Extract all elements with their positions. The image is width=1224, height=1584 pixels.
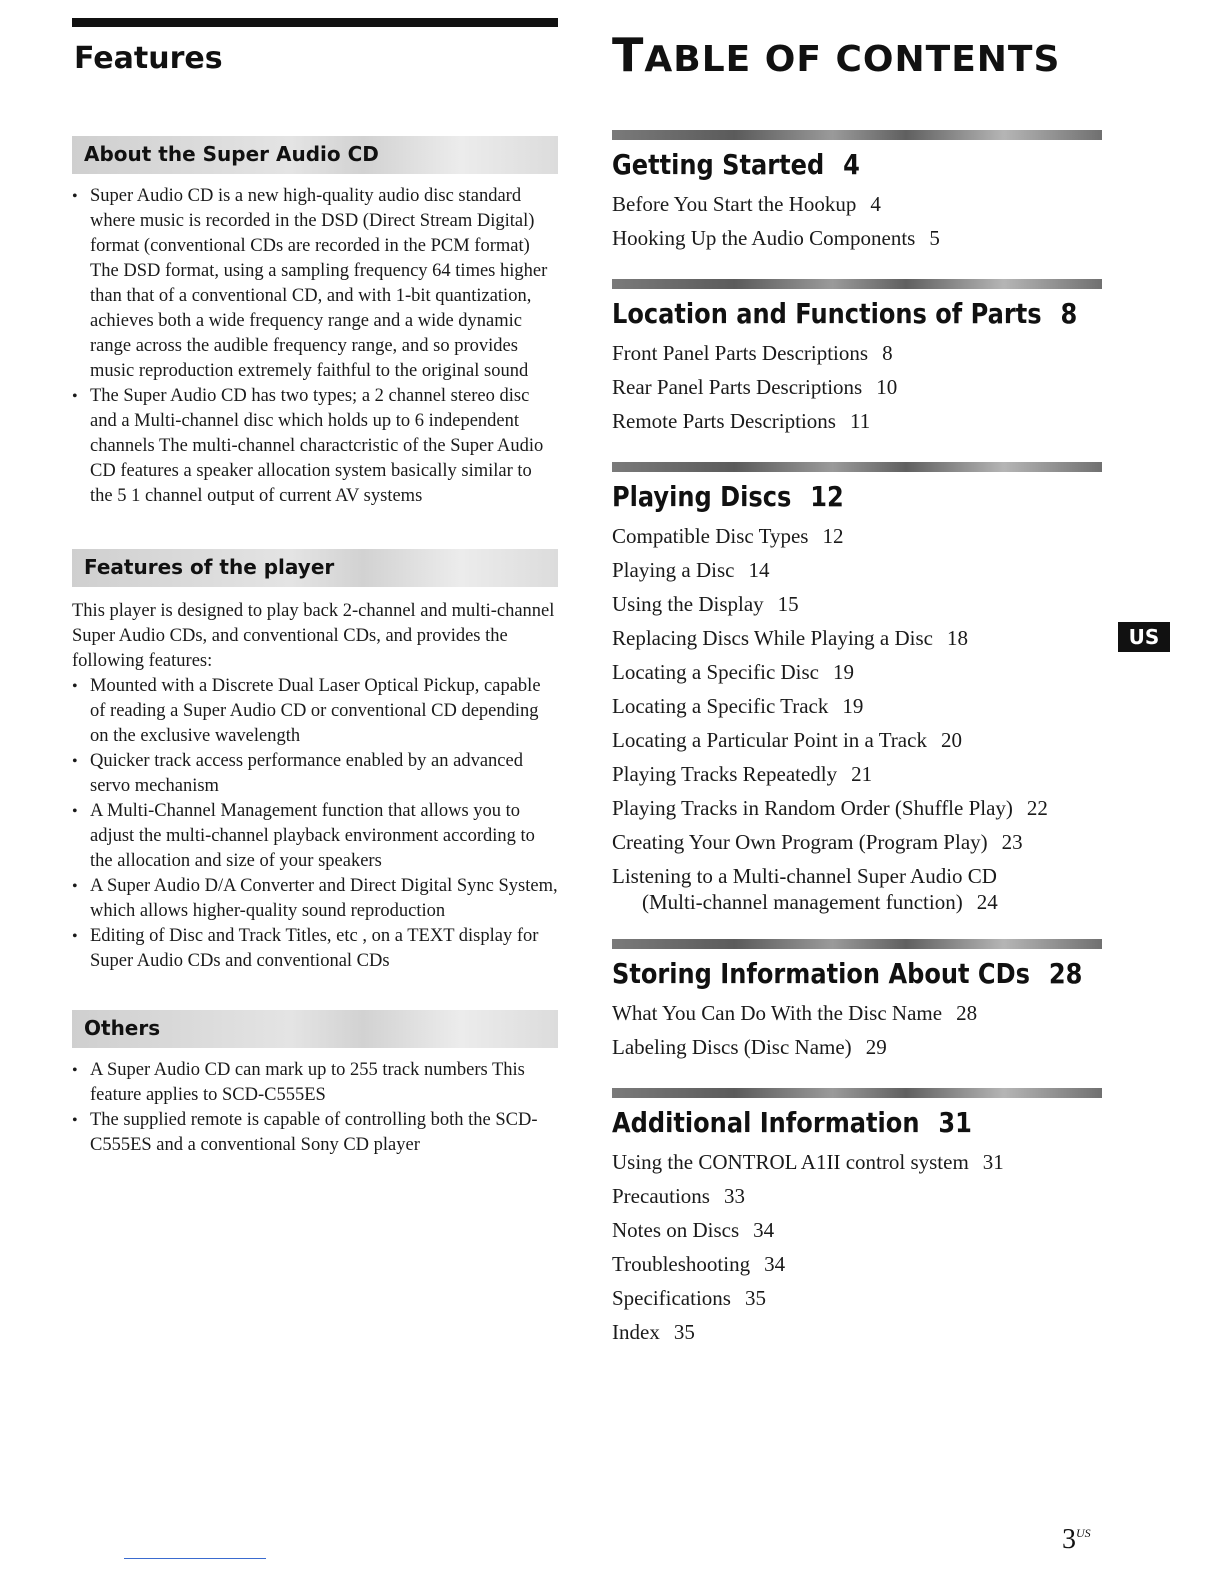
toc-title: TABLE OF CONTENTS bbox=[612, 28, 1061, 82]
toc-entry[interactable]: Before You Start the Hookup 4 bbox=[612, 192, 881, 216]
list-item: • Super Audio CD is a new high-quality audio disc standard where music is recorded in the DSD (Direct Stream Digital) format (conventional CDs are recorded in the PCM format) The DSD format, using a sampling frequency 64 times higher than that of a conventional CD, and with 1-bit quantization, achieves both a wide frequency range and a wide dynamic range across the audible frequency range, and so provides music reproduction extremely faithful to the original sound bbox=[72, 184, 558, 384]
region-tab-badge: US bbox=[1118, 622, 1170, 652]
section-intro: This player is designed to play back 2-channel and multi-channel Super Audio CDs, and conventional CDs, and provides the following features: bbox=[72, 601, 555, 671]
toc-entry-list bbox=[612, 996, 1102, 1064]
toc-entry-list bbox=[612, 519, 1102, 915]
toc-divider-bar bbox=[612, 279, 1102, 289]
footer-link-line bbox=[124, 1558, 266, 1559]
toc-entry[interactable]: Troubleshooting 34 bbox=[612, 1252, 786, 1276]
toc-entry-list bbox=[612, 187, 1102, 255]
section-heading: Others bbox=[84, 1016, 161, 1040]
toc-section-heading: Getting Started 4 bbox=[612, 148, 860, 181]
toc-entry[interactable]: Precautions 33 bbox=[612, 1184, 745, 1208]
list-item: • Editing of Disc and Track Titles, etc , on a TEXT display for Super Audio CDs and conventional CDs bbox=[72, 924, 558, 974]
toc-entry[interactable]: Notes on Discs 34 bbox=[612, 1218, 775, 1242]
bullet-list bbox=[72, 674, 558, 974]
list-item: • A Super Audio D/A Converter and Direct Digital Sync System, which allows higher-quality sound reproduction bbox=[72, 874, 558, 924]
toc-entry[interactable]: Playing Tracks in Random Order (Shuffle Play) 22 bbox=[612, 796, 1048, 820]
top-rule bbox=[72, 18, 558, 27]
list-item: • A Super Audio CD can mark up to 255 track numbers This feature applies to SCD-C555ES bbox=[72, 1058, 558, 1108]
section-heading-bar bbox=[72, 1010, 558, 1048]
toc-entry[interactable]: Labeling Discs (Disc Name) 29 bbox=[612, 1035, 887, 1059]
toc-entry[interactable]: Specifications 35 bbox=[612, 1286, 766, 1310]
toc-entry-list bbox=[612, 1145, 1102, 1349]
list-item: • A Multi-Channel Management function that allows you to adjust the multi-channel playback environment according to the allocation and size of your speakers bbox=[72, 799, 558, 874]
toc-entry[interactable]: Hooking Up the Audio Components 5 bbox=[612, 226, 940, 250]
toc-section-heading: Playing Discs 12 bbox=[612, 480, 844, 513]
toc-section-heading: Additional Information 31 bbox=[612, 1106, 972, 1139]
bullet-list bbox=[72, 1058, 558, 1158]
toc-entry[interactable]: Playing Tracks Repeatedly 21 bbox=[612, 762, 873, 786]
toc-entry[interactable]: Creating Your Own Program (Program Play) 23 bbox=[612, 830, 1023, 854]
section-heading: Features of the player bbox=[84, 555, 335, 579]
features-title: Features bbox=[74, 41, 223, 76]
toc-entry[interactable]: Locating a Specific Track 19 bbox=[612, 694, 864, 718]
toc-entry[interactable]: Playing a Disc 14 bbox=[612, 558, 770, 582]
features-column bbox=[72, 18, 558, 1158]
toc-entry[interactable]: Remote Parts Descriptions 11 bbox=[612, 409, 871, 433]
page-number: $3^{US}$ bbox=[1062, 1524, 1091, 1555]
toc-entry[interactable]: What You Can Do With the Disc Name 28 bbox=[612, 1001, 978, 1025]
list-item: • The supplied remote is capable of controlling both the SCD-C555ES and a conventional Sony CD player bbox=[72, 1108, 558, 1158]
toc-column bbox=[612, 18, 1102, 1349]
list-item: • Mounted with a Discrete Dual Laser Optical Pickup, capable of reading a Super Audio CD or conventional CD depending on the exclusive wavelength bbox=[72, 674, 558, 749]
toc-entry[interactable]: Using the CONTROL A1II control system 31 bbox=[612, 1150, 1004, 1174]
toc-entry[interactable]: Locating a Particular Point in a Track 20 bbox=[612, 728, 962, 752]
toc-entry[interactable]: Front Panel Parts Descriptions 8 bbox=[612, 341, 893, 365]
toc-entry[interactable]: Replacing Discs While Playing a Disc 18 bbox=[612, 626, 968, 650]
toc-entry-list bbox=[612, 336, 1102, 438]
toc-entry[interactable]: Rear Panel Parts Descriptions 10 bbox=[612, 375, 898, 399]
list-item: • The Super Audio CD has two types; a 2 channel stereo disc and a Multi-channel disc which holds up to 6 independent channels The multi-channel charactcristic of the Super Audio CD features a speaker allocation system basically similar to the 5 1 channel output of current AV systems bbox=[72, 384, 558, 509]
toc-entry[interactable]: Index 35 bbox=[612, 1320, 695, 1344]
toc-section-heading: Storing Information About CDs 28 bbox=[612, 957, 1083, 990]
toc-divider-bar bbox=[612, 939, 1102, 949]
toc-entry[interactable]: Locating a Specific Disc 19 bbox=[612, 660, 855, 684]
section-heading-bar bbox=[72, 136, 558, 174]
toc-section-heading: Location and Functions of Parts 8 bbox=[612, 297, 1078, 330]
toc-entry[interactable]: Using the Display 15 bbox=[612, 592, 799, 616]
toc-divider-bar bbox=[612, 1088, 1102, 1098]
toc-divider-bar bbox=[612, 130, 1102, 140]
toc-entry[interactable]: Listening to a Multi-channel Super Audio CD (Multi-channel management function) 24 bbox=[612, 864, 998, 914]
toc-divider-bar bbox=[612, 462, 1102, 472]
toc-entry[interactable]: Compatible Disc Types 12 bbox=[612, 524, 844, 548]
list-item: • Quicker track access performance enabled by an advanced servo mechanism bbox=[72, 749, 558, 799]
section-heading-bar bbox=[72, 549, 558, 587]
bullet-list bbox=[72, 184, 558, 509]
section-heading: About the Super Audio CD bbox=[84, 142, 379, 166]
